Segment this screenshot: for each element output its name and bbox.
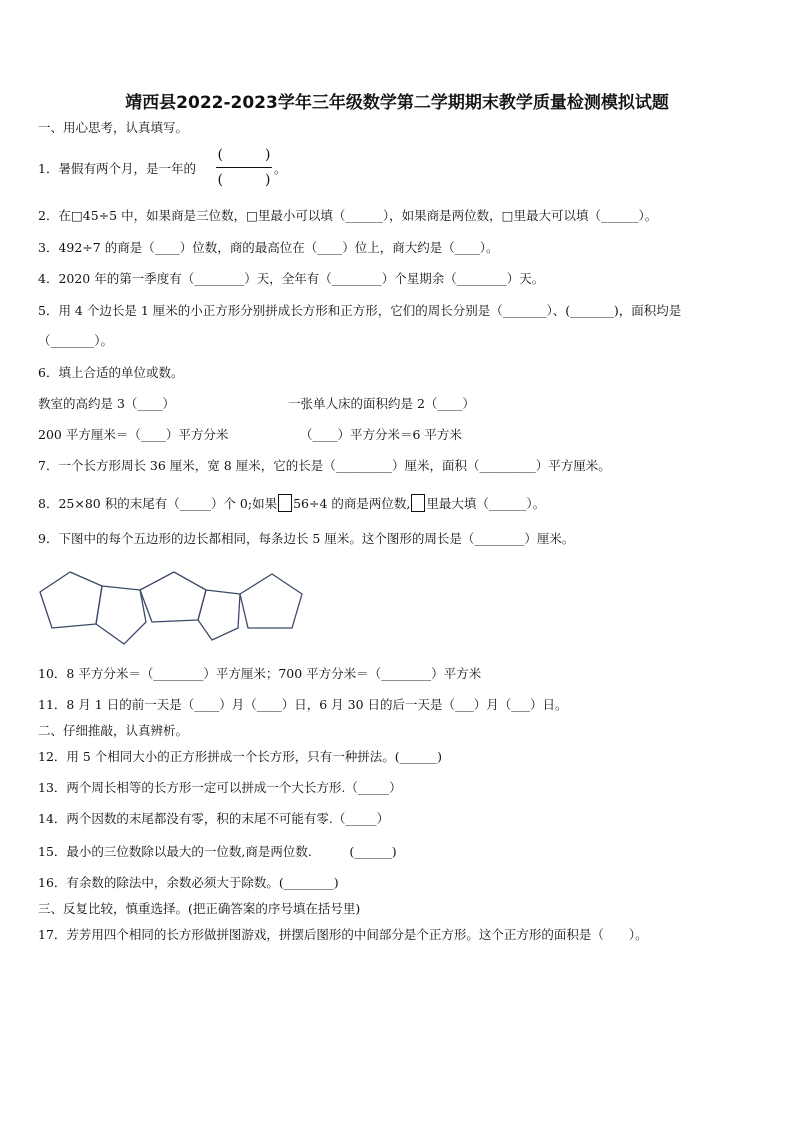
pentagon-shape — [198, 590, 240, 640]
question-17: 17．芳芳用四个相同的长方形做拼图游戏，拼摆后图形的中间部分是个正方形。这个正方形的面积是（ ）。 — [38, 927, 648, 942]
pentagon-shape — [240, 574, 302, 628]
question-5-line-2: （_______）。 — [38, 333, 114, 348]
fraction-bar — [216, 167, 272, 168]
question-16: 16．有余数的除法中，余数必须大于除数。(________) — [38, 875, 339, 890]
question-7: 7．一个长方形周长 36 厘米，宽 8 厘米，它的长是（_________）厘米，面积（_________）平方厘米。 — [38, 458, 611, 473]
question-10: 10．8 平方分米＝（________）平方厘米；700 平方分米＝（________）平方米 — [38, 666, 482, 681]
question-6-item-1: 教室的高约是 3（____） — [38, 396, 175, 411]
question-4: 4．2020 年的第一季度有（________）天，全年有（________）个星期余（________）天。 — [38, 271, 545, 286]
pentagon-chain-figure — [38, 566, 308, 648]
page-title: 靖西县2022-2023学年三年级数学第二学期期末教学质量检测模拟试题 — [125, 93, 669, 113]
section-3-heading: 三、反复比较，慎重选择。(把正确答案的序号填在括号里) — [38, 901, 361, 916]
pentagon-shape — [96, 586, 146, 644]
question-15: 15．最小的三位数除以最大的一位数,商是两位数. (______) — [38, 844, 397, 859]
fraction-blank — [216, 145, 272, 190]
section-1-heading: 一、用心思考，认真填写。 — [38, 120, 189, 135]
question-3: 3．492÷7 的商是（____）位数，商的最高位在（____）位上，商大约是（____）。 — [38, 240, 499, 255]
question-9: 9．下图中的每个五边形的边长都相同，每条边长 5 厘米。这个图形的周长是（________）厘米。 — [38, 531, 575, 546]
question-5-line-1: 5．用 4 个边长是 1 厘米的小正方形分别拼成长方形和正方形，它们的周长分别是（_______）、(_______)，面积均是 — [38, 303, 682, 318]
question-6-item-4: （____）平方分米＝6 平方米 — [300, 427, 462, 442]
question-13: 13．两个周长相等的长方形一定可以拼成一个大长方形.（_____） — [38, 780, 402, 795]
question-8-part-a: 8．25×80 积的末尾有（_____）个 0;如果 — [38, 496, 278, 511]
question-12: 12．用 5 个相同大小的正方形拼成一个长方形，只有一种拼法。(______) — [38, 749, 443, 764]
question-8 — [38, 494, 545, 512]
fraction-numerator: ( ) — [217, 147, 271, 163]
blank-box — [411, 494, 425, 512]
question-6-item-3: 200 平方厘米＝（____）平方分米 — [38, 427, 229, 442]
pentagon-shape — [140, 572, 206, 622]
question-8-part-c: 里最大填（______）。 — [426, 496, 546, 511]
pentagon-shape — [40, 572, 102, 628]
fraction-denominator: ( ) — [217, 172, 271, 188]
question-11: 11．8 月 1 日的前一天是（____）月（____）日，6 月 30 日的后一天是（___）月（___）日。 — [38, 697, 568, 712]
question-1-text: 1．暑假有两个月，是一年的 — [38, 161, 196, 176]
question-14: 14．两个因数的末尾都没有零，积的末尾不可能有零.（_____） — [38, 811, 390, 826]
blank-box — [278, 494, 292, 512]
question-6-item-2: 一张单人床的面积约是 2（____） — [288, 396, 475, 411]
question-2: 2．在□45÷5 中，如果商是三位数，□里最小可以填（______），如果商是两位数，□里最大可以填（______）。 — [38, 208, 658, 223]
question-1-end: 。 — [274, 161, 287, 176]
question-8-part-b: 56÷4 的商是两位数, — [293, 496, 411, 511]
question-1 — [38, 161, 196, 177]
question-6: 6．填上合适的单位或数。 — [38, 365, 184, 380]
section-2-heading: 二、仔细推敲，认真辨析。 — [38, 723, 189, 738]
